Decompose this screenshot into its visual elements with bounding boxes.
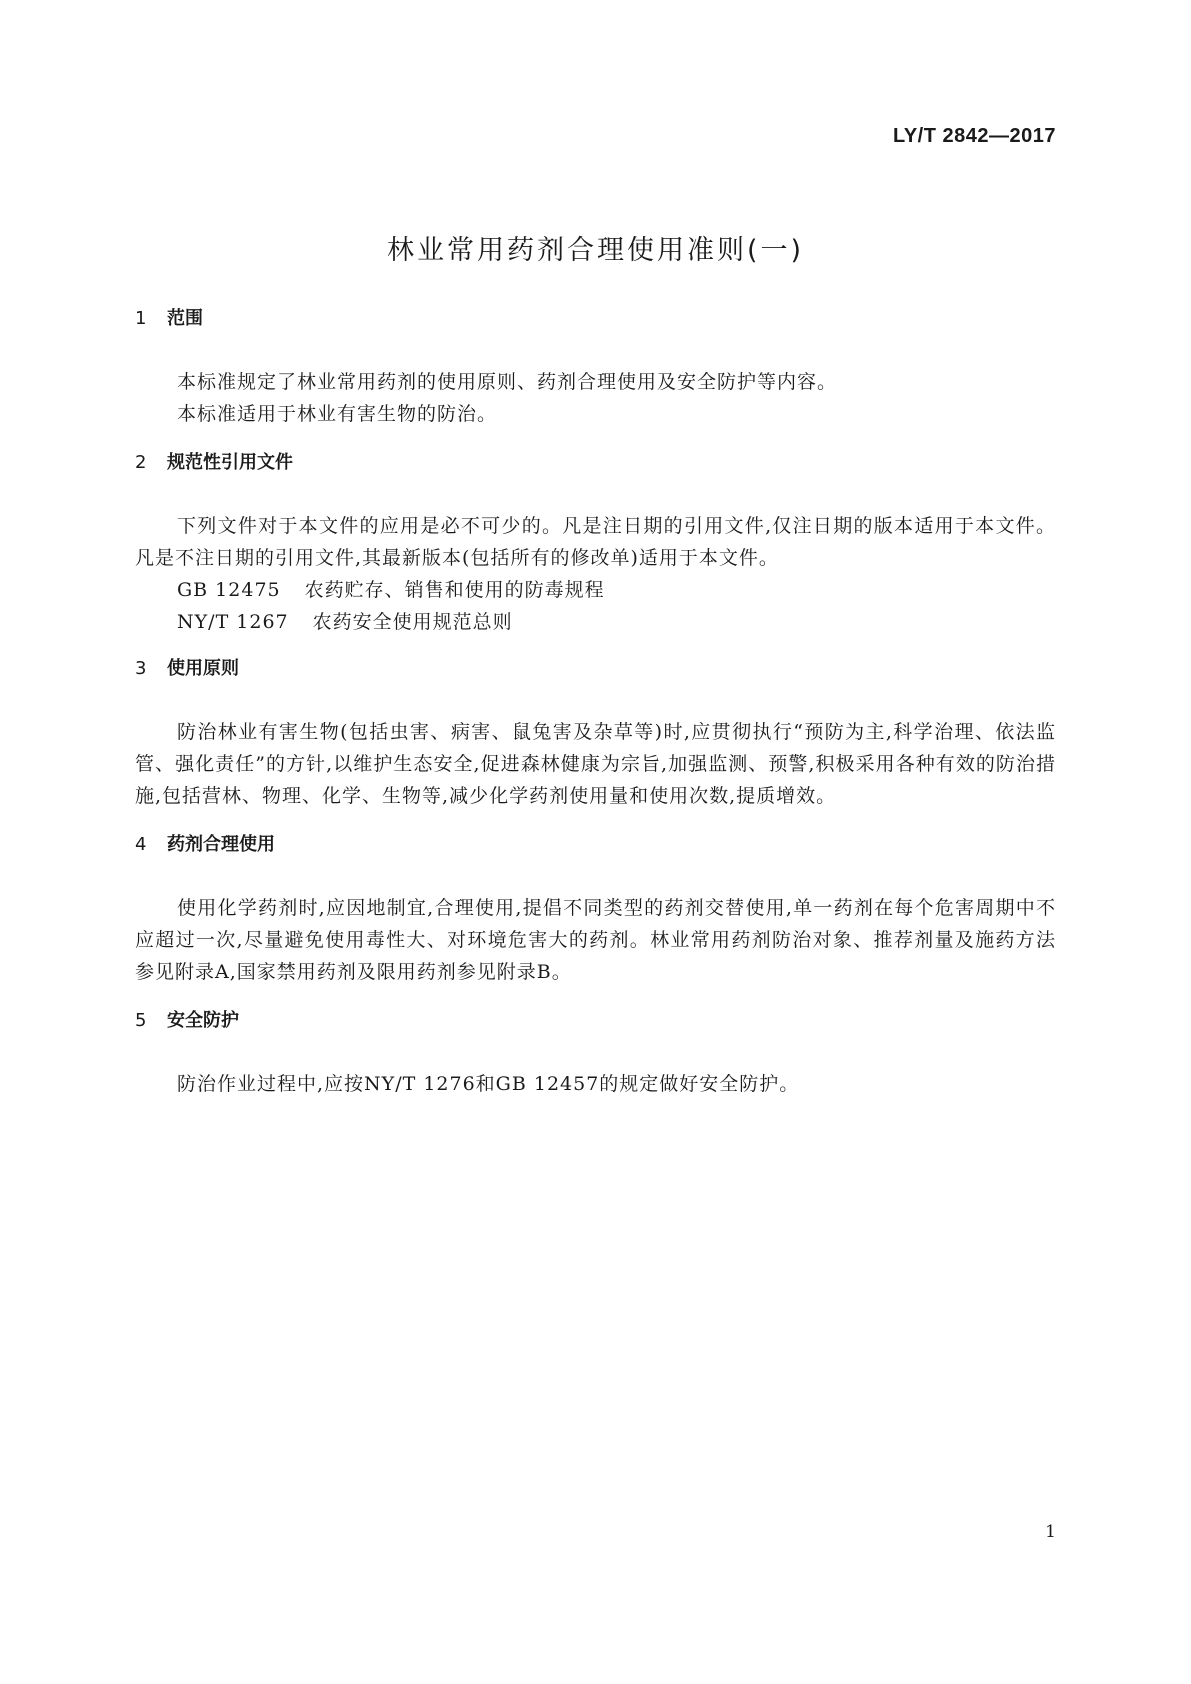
section-normative-references bbox=[135, 450, 1056, 638]
paragraph: 本标准适用于林业有害生物的防治。 bbox=[177, 403, 498, 425]
section-number: 3 bbox=[135, 658, 147, 679]
page-number: 1 bbox=[1045, 1522, 1056, 1542]
section-title: 药剂合理使用 bbox=[167, 834, 275, 855]
reference-code: GB 12475 bbox=[177, 579, 281, 601]
section-heading bbox=[135, 450, 1056, 476]
section-scope bbox=[135, 306, 1056, 430]
section-heading bbox=[135, 1008, 1056, 1034]
section-rational-use bbox=[135, 832, 1056, 988]
section-heading bbox=[135, 306, 1056, 332]
section-number: 5 bbox=[135, 1010, 147, 1031]
section-title: 范围 bbox=[167, 308, 203, 329]
section-number: 2 bbox=[135, 452, 147, 473]
section-safety-protection bbox=[135, 1008, 1056, 1100]
section-principles bbox=[135, 656, 1056, 812]
paragraph: 防治林业有害生物(包括虫害、病害、鼠兔害及杂草等)时,应贯彻执行“预防为主,科学治理、依法监管、强化责任”的方针,以维护生态安全,促进森林健康为宗旨,加强监测、预警,积极采用各种有效的防治措施,包括营林、物理、化学、生物等,减少化学药剂使用量和使用次数,提质增效。 bbox=[135, 721, 1056, 807]
reference-title: 农药安全使用规范总则 bbox=[312, 611, 513, 633]
section-title: 规范性引用文件 bbox=[167, 452, 293, 473]
paragraph: 使用化学药剂时,应因地制宜,合理使用,提倡不同类型的药剂交替使用,单一药剂在每个危害周期中不应超过一次,尽量避免使用毒性大、对环境危害大的药剂。林业常用药剂防治对象、推荐剂量及施药方法参见附录A,国家禁用药剂及限用药剂参见附录B。 bbox=[135, 897, 1056, 983]
paragraph: 防治作业过程中,应按NY/T 1276和GB 12457的规定做好安全防护。 bbox=[177, 1073, 800, 1095]
section-title: 安全防护 bbox=[167, 1010, 239, 1031]
reference-item bbox=[135, 574, 1056, 606]
section-number: 1 bbox=[135, 308, 147, 329]
section-heading bbox=[135, 832, 1056, 858]
section-title: 使用原则 bbox=[167, 658, 239, 679]
section-number: 4 bbox=[135, 834, 147, 855]
section-heading bbox=[135, 656, 1056, 682]
reference-title: 农药贮存、销售和使用的防毒规程 bbox=[304, 579, 605, 601]
standard-code: LY/T 2842—2017 bbox=[892, 125, 1056, 147]
paragraph: 本标准规定了林业常用药剂的使用原则、药剂合理使用及安全防护等内容。 bbox=[177, 371, 838, 393]
reference-item bbox=[135, 606, 1056, 638]
document-title: 林业常用药剂合理使用准则(一) bbox=[386, 235, 805, 266]
paragraph: 下列文件对于本文件的应用是必不可少的。凡是注日期的引用文件,仅注日期的版本适用于本文件。凡是不注日期的引用文件,其最新版本(包括所有的修改单)适用于本文件。 bbox=[135, 515, 1056, 569]
reference-code: NY/T 1267 bbox=[177, 611, 289, 633]
